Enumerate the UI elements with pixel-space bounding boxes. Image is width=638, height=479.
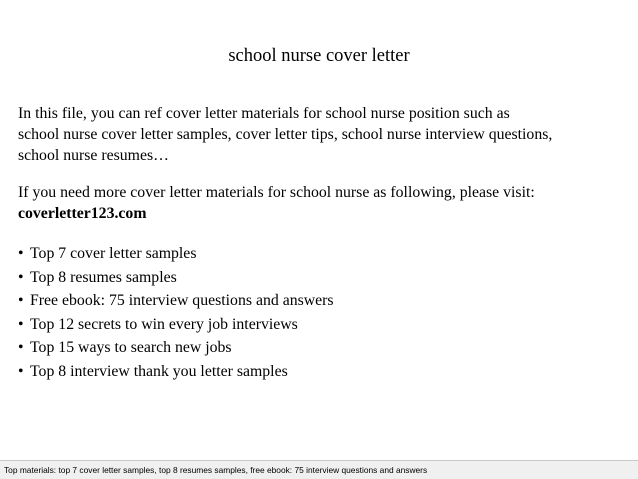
intro-line: school nurse cover letter samples, cover letter tips, school nurse interview questions,: [18, 126, 553, 143]
intro-line: In this file, you can ref cover letter materials for school nurse position such as: [18, 105, 510, 122]
list-item-text: Top 7 cover letter samples: [30, 245, 197, 262]
list-item-text: Top 8 resumes samples: [30, 268, 177, 286]
list-item-text: Free ebook: 75 interview questions and answers: [30, 292, 334, 309]
list-item: [18, 313, 618, 337]
bullet-icon: •: [18, 315, 24, 333]
materials-list: [18, 242, 618, 383]
bullet-icon: •: [18, 245, 24, 262]
list-item: [18, 289, 618, 313]
page-title: school nurse cover letter: [228, 46, 410, 66]
list-item: [18, 336, 618, 360]
intro-paragraph: [18, 103, 628, 166]
visit-paragraph: [18, 182, 628, 224]
footer-text: Top materials: top 7 cover letter samples, top 8 resumes samples, free ebook: 75 interview questions and answers: [4, 465, 428, 475]
list-item-text: Top 12 secrets to win every job interviews: [30, 315, 298, 333]
intro-line: school nurse resumes…: [18, 147, 169, 164]
bullet-icon: •: [18, 268, 24, 286]
list-item: [18, 242, 618, 266]
bullet-icon: •: [18, 292, 24, 309]
list-item-text: Top 15 ways to search new jobs: [30, 339, 232, 356]
visit-text: If you need more cover letter materials for school nurse as following, please visit:: [18, 184, 535, 201]
list-item: [18, 266, 618, 290]
bullet-icon: •: [18, 362, 24, 380]
site-link[interactable]: coverletter123.com: [18, 205, 147, 222]
bullet-icon: •: [18, 339, 24, 356]
list-item-text: Top 8 interview thank you letter samples: [30, 362, 288, 380]
list-item: [18, 360, 618, 384]
footer-bar: [0, 460, 638, 479]
